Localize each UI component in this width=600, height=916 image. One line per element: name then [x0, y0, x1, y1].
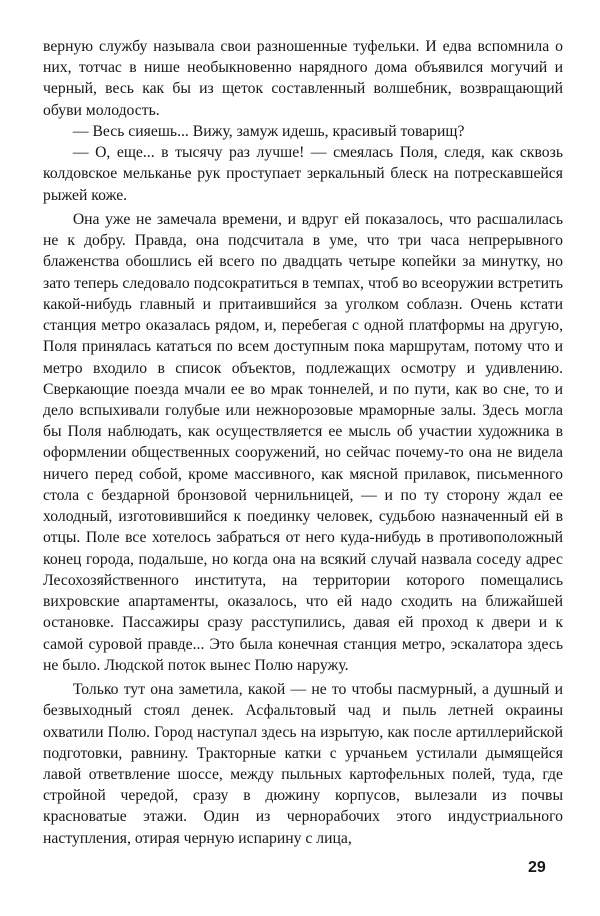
- body-text: [43, 36, 563, 849]
- page-number: 29: [528, 859, 546, 876]
- paragraph-outskirts: Только тут она заметила, какой — не то чтобы пасмурный, а душный и безвыходный стоял денек. Асфальтовый чад и пыль летней окраины охватили Полю. Город наступал здесь на изрытую, как после артиллерийской подготовки, равнину. Тракторные катки с урчаньем устилали дымящейся лавой ответвление шоссе, между пыльных картофельных полей, туда, где стройной чередой, сразу в дюжину корпусов, вылезали из почвы красноватые этажи. Один из чернорабочих этого индустриального наступления, отирая черную испарину с лица,: [43, 681, 563, 847]
- paragraph-dialogue-1: — Весь сияешь... Вижу, замуж идешь, красивый товарищ?: [72, 122, 465, 140]
- paragraph-metro: Она уже не замечала времени, и вдруг ей показалось, что расшалилась не к добру. Правда, она подсчитала в уме, что три часа непрерывного блаженства обошлись ей всего по двадцать четыре копейки за минутку, но зато теперь следовало подсократиться в темпах, чтоб во всеоружии встретить какой-нибудь главный и притаившийся за уголком соблазн. Очень кстати станция метро оказалась рядом, и, перебегая с одной платформы на другую, Поля принялась кататься по всем доступным пока маршрутам, потому что и метро входило в список объектов, подлежащих осмотру и удивлению. Сверкающие поезда мчали ее во мрак тоннелей, и по пути, как во сне, то и дело вспыхивали голубые или нежнорозовые мраморные залы. Здесь могла бы Поля наблюдать, как осуществляется ее мысль об участии художника в оформлении общественных сооружений, но сейчас почему-то она не видела ничего перед собой, кроме массивного, как мясной прилавок, письменного стола с бездарной бронзовой чернильницей, — и по ту сторону ждал ее холодный, изготовившийся к поединку человек, судьбою назначенный ей в отцы. Поле все хотелось забраться от него куда-нибудь в противоположный конец города, подальше, но когда она на всякий случай назвала соседу адрес Лесохозяйственного института, на территории которого помещались вихровские апартаменты, оказалось, что ей надо сходить на ближайшей остановке. Пассажиры сразу расступились, давая ей проход к двери и к самой суровой правде... Это была конечная станция метро, эскалатора здесь не было. Людской поток вынес Полю наружу.: [43, 210, 563, 674]
- paragraph-dialogue-2: — О, еще... в тысячу раз лучше! — смеялась Поля, следя, как сквозь колдовское мельканье рук проступает зеркальный блеск на потрескавшейся рыжей коже.: [43, 144, 563, 204]
- paragraph-continuation: верную службу называла свои разношенные туфельки. И едва вспомнила о них, тотчас в нише необыкновенно нарядного дома объявился могучий и черный, весь как бы из щеток составленный волшебник, возвращающий обуви молодость.: [43, 38, 563, 119]
